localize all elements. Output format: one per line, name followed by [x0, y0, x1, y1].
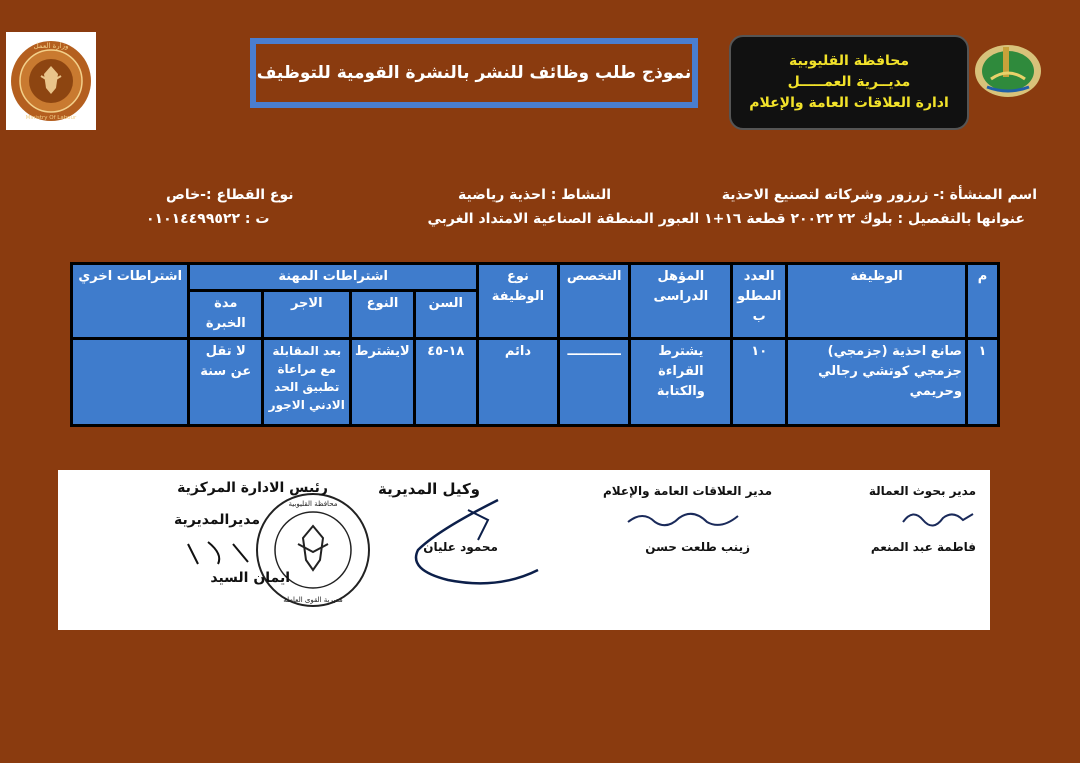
header-salary: الاجر	[264, 292, 349, 337]
cell-age: ١٨-٤٥	[416, 340, 476, 424]
header-age: السن	[416, 292, 476, 337]
stamp-bottom-text: مديرية القوى العاملة	[283, 596, 343, 604]
department-label: ادارة العلاقات العامة والإعلام	[749, 95, 949, 111]
cell-experience: لا تقل عن سنة	[190, 340, 261, 424]
header-job-type: نوع الوظيفة	[479, 265, 557, 337]
header-experience: مدة الخبرة	[190, 292, 261, 337]
ministry-logo	[6, 32, 96, 130]
cell-salary: بعد المقابلة مع مراعاة تطبيق الحد الادني الاجور	[264, 340, 349, 424]
header-count: العدد المطلو ب	[733, 265, 785, 337]
sig-title-director: مديرالمديرية	[174, 512, 260, 528]
form-title: نموذج طلب وظائف للنشر بالنشرة القومية للتوظيف	[256, 63, 692, 83]
header-job: الوظيفة	[788, 265, 965, 337]
cell-job-type: دائم	[479, 340, 557, 424]
cell-gender: لايشترط	[352, 340, 412, 424]
cell-qualification: يشترط القراءة والكتابة	[631, 340, 730, 424]
directorate-label: مديــرية العمـــــل	[787, 74, 911, 90]
sig-name-central: ايمان السيد	[210, 570, 290, 586]
logo-english-text: Ministry Of Labour	[25, 115, 77, 121]
header-qualification: المؤهل الدراسى	[631, 265, 730, 337]
ministry-emblem-icon	[8, 36, 94, 126]
cell-specialty: ــــــــــــ	[560, 340, 629, 424]
governorate-label: محافظة القليوبية	[789, 53, 909, 69]
sig-name-research: فاطمة عبد المنعم	[870, 540, 976, 554]
signature-undersecretary-icon	[378, 490, 548, 600]
cell-count: ١٠	[733, 340, 785, 424]
governorate-emblem-icon	[973, 39, 1043, 99]
signature-research-icon	[898, 500, 978, 536]
signature-pr-icon	[623, 504, 743, 534]
governorate-logo	[972, 38, 1044, 100]
sig-title-central: رئيس الادارة المركزية	[177, 480, 328, 496]
org-header-box	[729, 35, 969, 130]
cell-other	[73, 340, 187, 424]
signature-central-icon	[178, 534, 268, 574]
signature-section	[58, 470, 990, 630]
logo-arabic-text: وزارة العمل	[33, 42, 69, 50]
form-title-frame	[250, 38, 698, 108]
table-row	[73, 340, 997, 424]
activity-text: النشاط : احذية رياضية	[458, 187, 612, 203]
cell-job: صانع احذية (جزمجي) جزمجي كوتشي رجالي وحريمي	[788, 340, 965, 424]
sig-title-research: مدير بحوث العمالة	[868, 484, 976, 498]
address-text: عنوانها بالتفصيل : بلوك ٢٢ ٢٠٠٢٢ قطعة ١٦+١ العبور المنطقة الصناعية الامتداد الغربي	[427, 211, 1025, 227]
jobs-table	[70, 262, 1000, 427]
sig-title-undersecretary: وكيل المديرية	[378, 480, 480, 498]
sig-name-pr: زينب طلعت حسن	[645, 540, 750, 554]
header-gender: النوع	[352, 292, 412, 337]
header-num: م	[968, 265, 997, 337]
stamp-top-text: محافظة القليوبية	[288, 500, 338, 508]
header-specialty: التخصص	[560, 265, 629, 337]
header-other: اشتراطات اخري	[73, 265, 187, 337]
sig-title-pr: مدير العلاقات العامة والإعلام	[602, 484, 772, 498]
table-header-row	[73, 265, 997, 289]
cell-num: ١	[968, 340, 997, 424]
sector-text: نوع القطاع :-خاص	[166, 187, 294, 203]
phone-text: ت : ٠١٠١٤٤٩٩٥٢٢	[146, 211, 270, 227]
sig-name-undersecretary: محمود عليان	[423, 540, 498, 554]
establishment-name: اسم المنشأة :- زرزور وشركاته لتصنيع الاحذية	[721, 187, 1037, 203]
header-career-conditions: اشتراطات المهنة	[190, 265, 476, 289]
